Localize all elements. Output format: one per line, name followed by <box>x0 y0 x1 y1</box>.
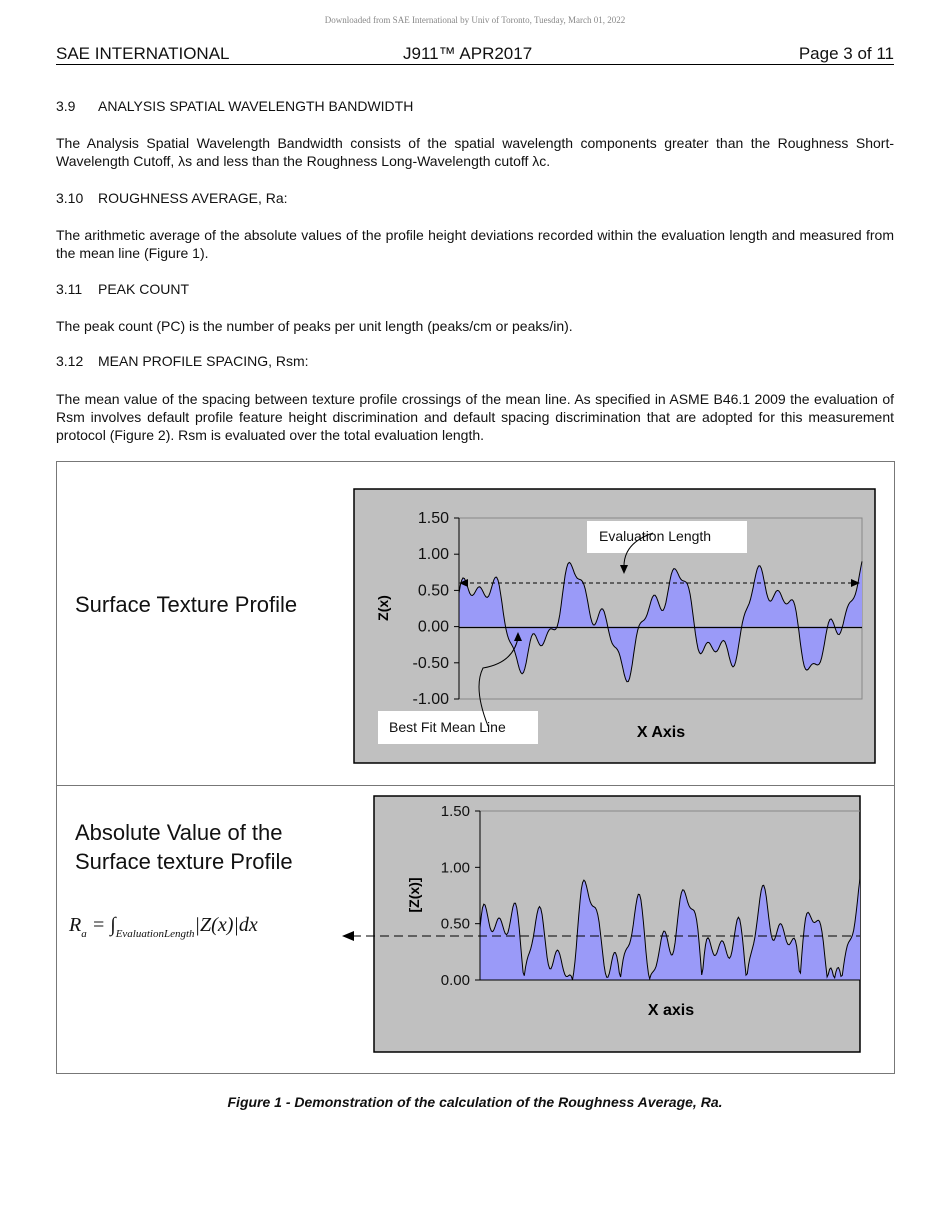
chart1-xlabel: X Axis <box>636 724 686 741</box>
y-tick-label: -1.00 <box>412 691 449 708</box>
chart-surface-texture-profile <box>353 488 876 764</box>
ra-formula: $R_a = \int_{EvaluationLength}|Z(x)|dx$ <box>69 914 258 940</box>
y-tick-label: -0.50 <box>412 654 449 672</box>
y-tick-label: 0.50 <box>417 582 449 600</box>
y-tick-label: 1.00 <box>417 546 449 564</box>
chart1-ylabel: Z(x) <box>375 595 391 621</box>
y-tick-label: 1.50 <box>440 803 470 820</box>
section-heading-3-10: 3.10 ROUGHNESS AVERAGE, Ra: <box>56 190 288 206</box>
header-org: SAE INTERNATIONAL <box>56 44 230 63</box>
panel1-title: Surface Texture Profile <box>75 592 298 617</box>
y-tick-label: 0.00 <box>417 618 449 636</box>
figure-caption: Figure 1 - Demonstration of the calculation of the Roughness Average, Ra. <box>227 1094 723 1110</box>
y-tick-label: 1.00 <box>440 859 470 877</box>
page-header <box>56 44 894 65</box>
mean-line-label: Best Fit Mean Line <box>389 719 506 735</box>
section-body-3-11: The peak count (PC) is the number of peaks per unit length (peaks/cm or peaks/in). <box>56 318 573 334</box>
section-heading-3-9: 3.9 ANALYSIS SPATIAL WAVELENGTH BANDWIDTH <box>56 98 414 114</box>
chart2-ylabel: [Z(x)] <box>406 877 422 913</box>
chart2-xlabel: X axis <box>647 1002 695 1019</box>
y-tick-label: 1.50 <box>417 510 449 527</box>
y-tick-label: 0.00 <box>440 972 470 989</box>
evaluation-length-label: Evaluation Length <box>599 528 712 544</box>
ra-arrowhead <box>342 931 354 941</box>
section-heading-3-11: 3.11 PEAK COUNT <box>56 281 190 297</box>
figure-divider <box>57 785 894 786</box>
download-note: Downloaded from SAE International by Univ of Toronto, Tuesday, March 01, 2022 <box>324 15 626 25</box>
panel2-title: Absolute Value of the Surface texture Profile <box>75 820 293 874</box>
y-tick-label: 0.50 <box>440 915 470 933</box>
section-heading-3-12: 3.12 MEAN PROFILE SPACING, Rsm: <box>56 353 309 369</box>
header-doc-id: J911™ APR2017 <box>403 44 533 63</box>
section-body-3-12: The mean value of the spacing between texture profile crossings of the mean line. As specified in ASME B46.1 2009 the evaluation of Rsm involves default profile feature height discrimination and default spacing discrimination that are adopted for this measurement protocol (Figure 2). Rsm is evaluated over the total evaluation length. <box>56 391 894 443</box>
section-body-3-10: The arithmetic average of the absolute values of the profile height deviations recorded within the evaluation length and measured from the mean line (Figure 1). <box>56 227 894 261</box>
ra-level-line <box>330 920 890 950</box>
section-body-3-9: The Analysis Spatial Wavelength Bandwidth consists of the spatial wavelength components greater than the Roughness Short-Wavelength Cutoff, λs and less than the Roughness Long-Wavelength cutoff λc. <box>56 135 894 169</box>
header-page-number: Page 3 of 11 <box>798 44 894 63</box>
